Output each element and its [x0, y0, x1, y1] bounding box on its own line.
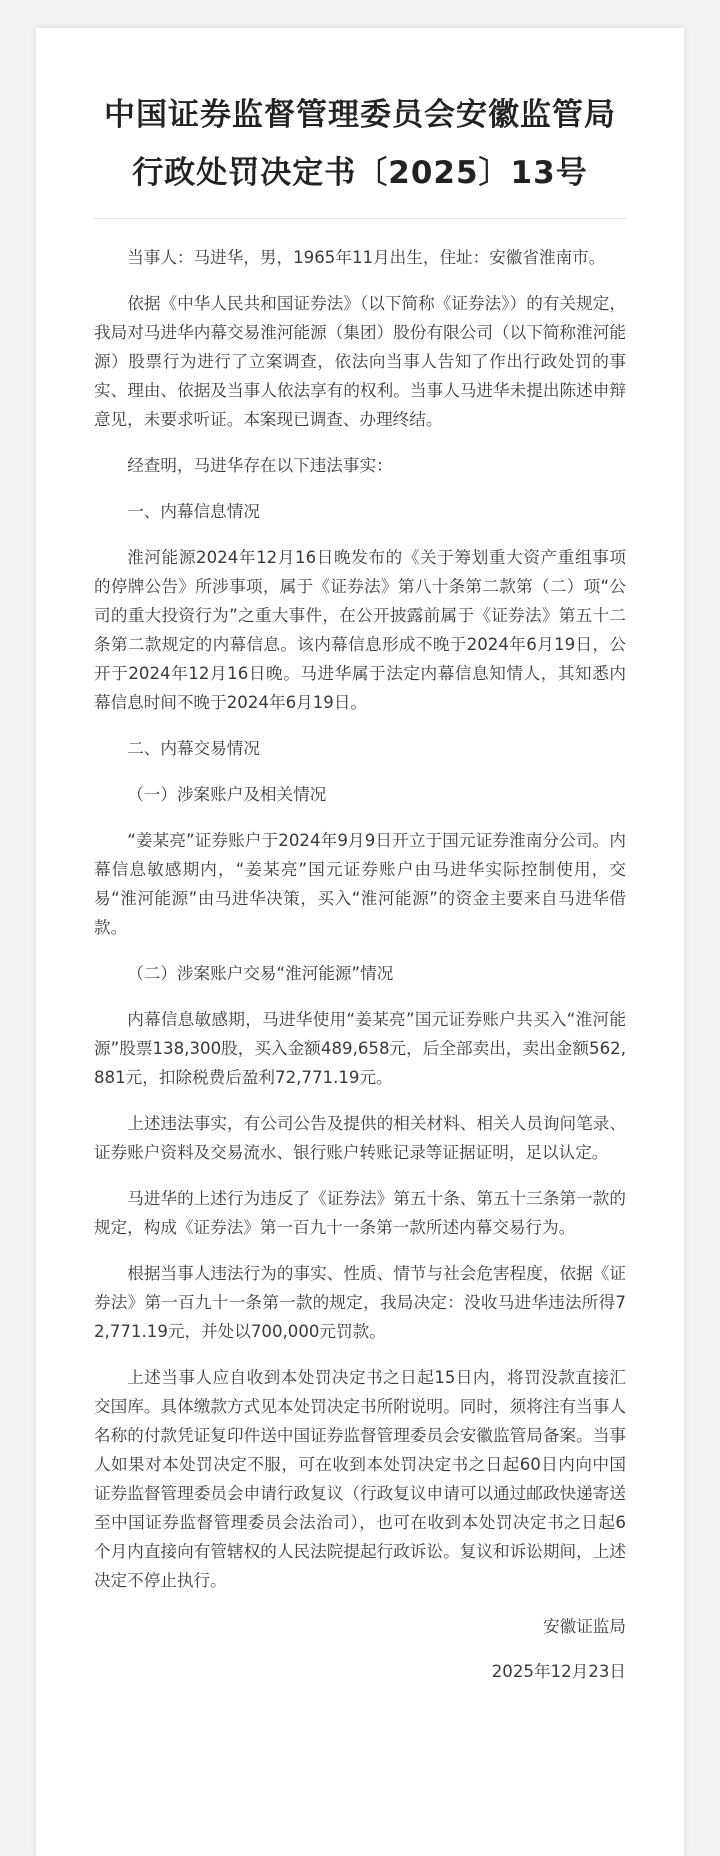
paragraph-party: 当事人：马进华，男，1965年11月出生，住址：安徽省淮南市。 — [127, 248, 606, 267]
paragraph-payment-appeal: 上述当事人应自收到本处罚决定书之日起15日内，将罚没款直接汇交国库。具体缴款方式见本处罚决定书所附说明。同时，须将注有当事人名称的付款凭证复印件送中国证券监督管理委员会安徽监管局备案。当事人如果对本处罚决定不服，可在收到本处罚决定书之日起60日内向中国证券监督管理委员会申请行政复议（行政复议申请可以通过邮政快递寄送至中国证券监督管理委员会法治司），也可在收到本处罚决定书之日起6个月内直接向有管辖权的人民法院提起行政诉讼。复议和诉讼期间，上述决定不停止执行。 — [94, 1368, 626, 1590]
section-heading-insider-info: 一、内幕信息情况 — [127, 502, 260, 521]
document-page — [36, 28, 684, 1856]
document-title — [92, 86, 628, 202]
section-heading-insider-trading: 二、内幕交易情况 — [127, 739, 260, 758]
paragraph-findings-intro: 经查明，马进华存在以下违法事实： — [127, 456, 393, 475]
paragraph-trading: 内幕信息敏感期，马进华使用“姜某亮”国元证券账户共买入“淮河能源”股票138,300股，买入金额489,658元，后全部卖出，卖出金额562,881元，扣除税费后盈利72,771.19元。 — [94, 1010, 626, 1087]
paragraph-account: “姜某亮”证券账户于2024年9月9日开立于国元证券淮南分公司。内幕信息敏感期内，“姜某亮”国元证券账户由马进华实际控制使用，交易“淮河能源”由马进华决策，买入“淮河能源”的资金主要来自马进华借款。 — [94, 831, 626, 937]
issue-date: 2025年12月23日 — [491, 1662, 626, 1681]
subsection-heading-account: （一）涉案账户及相关情况 — [127, 785, 327, 804]
issuer-signature: 安徽证监局 — [543, 1617, 626, 1636]
paragraph-decision: 根据当事人违法行为的事实、性质、情节与社会危害程度，依据《证券法》第一百九十一条第一款的规定，我局决定：没收马进华违法所得72,771.19元，并处以700,000元罚款。 — [94, 1264, 626, 1341]
title-line-1: 中国证券监督管理委员会安徽监管局 — [104, 97, 616, 133]
subsection-heading-trading: （二）涉案账户交易“淮河能源”情况 — [127, 964, 394, 983]
paragraph-basis: 依据《中华人民共和国证券法》（以下简称《证券法》）的有关规定，我局对马进华内幕交易淮河能源（集团）股份有限公司（以下简称淮河能源）股票行为进行了立案调查，依法向当事人告知了作出行政处罚的事实、理由、依据及当事人依法享有的权利。当事人马进华未提出陈述申辩意见，未要求听证。本案现已调查、办理终结。 — [94, 294, 626, 429]
title-line-2: 行政处罚决定书〔2025〕13号 — [132, 155, 588, 191]
title-divider — [94, 218, 626, 219]
paragraph-insider-info: 淮河能源2024年12月16日晚发布的《关于筹划重大资产重组事项的停牌公告》所涉事项，属于《证券法》第八十条第二款第（二）项“公司的重大投资行为”之重大事件，在公开披露前属于《证券法》第五十二条第二款规定的内幕信息。该内幕信息形成不晚于2024年6月19日，公开于2024年12月16日晚。马进华属于法定内幕信息知情人，其知悉内幕信息时间不晚于2024年6月19日。 — [94, 548, 626, 712]
paragraph-evidence: 上述违法事实，有公司公告及提供的相关材料、相关人员询问笔录、证券账户资料及交易流水、银行账户转账记录等证据证明，足以认定。 — [94, 1114, 626, 1162]
paragraph-violation: 马进华的上述行为违反了《证券法》第五十条、第五十三条第一款的规定，构成《证券法》第一百九十一条第一款所述内幕交易行为。 — [94, 1189, 626, 1237]
document-body — [94, 243, 626, 1595]
